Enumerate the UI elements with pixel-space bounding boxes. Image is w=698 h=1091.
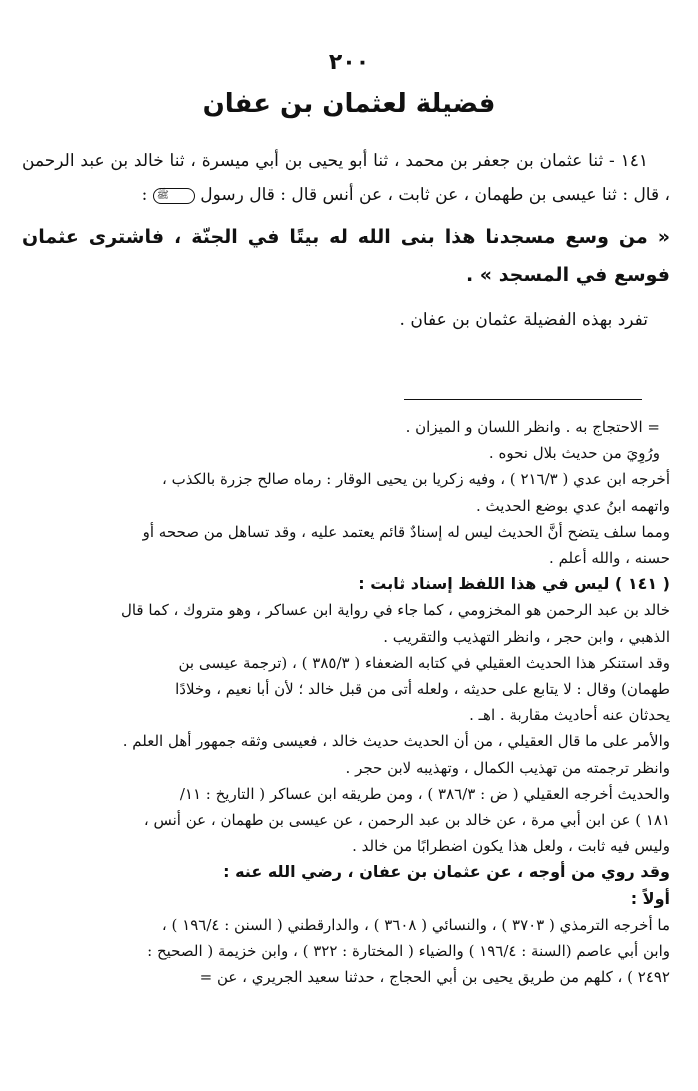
footnote-line: طهمان) وقال : لا يتابع على حديثه ، ولعله أتى من قبل خالد ؛ لأن أبا نعيم ، وخلادًا (175, 680, 670, 699)
footnote-line: ورُوِيَ من حديث بلال نحوه . (488, 444, 660, 463)
footnote-line: ١٨١ ) عن ابن أبي مرة ، عن خالد بن عبد الرحمن ، عن عيسى بن طهمان ، عن أنس ، (143, 811, 670, 830)
footnote-line: وقد استنكر هذا الحديث العقيلي في كتابه الضعفاء ( ٣٨٥/٣ ) ، (ترجمة عيسى بن (178, 653, 670, 672)
footnote-line: واتهمه ابنُ عدي بوضع الحديث . (476, 496, 670, 515)
footnote-line: وابن أبي عاصم (السنة : ١٩٦/٤ ) والضياء ( المختارة : ٣٢٢ ) ، وابن خزيمة ( الصحيح : (147, 942, 670, 961)
pbuh-seal-icon: ﷺ (153, 188, 195, 204)
footnote-line: والحديث أخرجه العقيلي ( ض : ٣٨٦/٣ ) ، ومن طريقه ابن عساكر ( التاريخ : ١١/ (179, 784, 670, 803)
hadith-body (22, 144, 670, 336)
hadith-note: تفرد بهذه الفضيلة عثمان بن عفان . (399, 310, 648, 330)
footnote-line: = الاحتجاج به . وانظر اللسان و الميزان . (405, 418, 660, 436)
footnote-line: ما أخرجه الترمذي ( ٣٧٠٣ ) ، والنسائي ( ٣٦٠٨ ) ، والدارقطني ( السنن : ١٩٦/٤ ) ، (161, 915, 670, 934)
page-number: ٢٠٠ (328, 50, 370, 75)
footnote-heading: أولاً : (630, 888, 670, 908)
hadith-isnad-end: : (141, 185, 153, 205)
footnote-line: والأمر على ما قال العقيلي ، من أن الحديث حديث خالد ، فعيسى وثقه جمهور أهل العلم . (122, 732, 670, 751)
footnote-line: الذهبي ، وابن حجر ، وانظر التهذيب والتقريب . (383, 627, 670, 646)
footnote-line: ٢٤٩٢ ) ، كلهم من طريق يحيى بن أبي الحجاج ، حدثنا سعيد الجريري ، عن = (199, 968, 670, 987)
hadith-matn: « من وسع مسجدنا هذا بنى الله له بيتًا في الجنّة ، فاشترى عثمان فوسع في المسجد » . (22, 226, 670, 286)
footnote-line: يحدثان عنه أحاديث مقاربة . اهـ . (469, 706, 670, 725)
hadith-isnad (22, 144, 670, 212)
hadith-isnad-text: ١٤١ - ثنا عثمان بن جعفر بن محمد ، ثنا أبو يحيى بن أبي ميسرة ، ثنا خالد بن عبد الرحمن ، قال : ثنا عيسى بن طهمان ، عن ثابت ، عن أنس قال : قال رسول (22, 151, 670, 205)
footnote-line: خالد بن عبد الرحمن هو المخزومي ، كما جاء في رواية ابن عساكر ، وهو متروك ، كما قال (120, 601, 670, 620)
page-header (0, 48, 698, 122)
footnote-line: وانظر ترجمته من تهذيب الكمال ، وتهذيبه لابن حجر . (345, 758, 670, 777)
footnote-heading: وقد روي من أوجه ، عن عثمان بن عفان ، رضي الله عنه : (223, 862, 670, 882)
footnote-line: حسنه ، والله أعلم . (549, 549, 670, 568)
footnotes (22, 414, 670, 990)
footnote-line: ومما سلف يتضح أنَّ الحديث ليس له إسنادٌ قائم يعتمد عليه ، وقد تساهل من صححه أو (142, 522, 670, 541)
footnote-divider (404, 399, 642, 400)
footnote-heading: ( ١٤١ ) ليس في هذا اللفظ إسناد ثابت : (358, 574, 670, 594)
footnote-line: وليس فيه ثابت ، ولعل هذا يكون اضطرابًا من خالد . (352, 837, 670, 856)
footnote-line: أخرجه ابن عدي ( ٢١٦/٣ ) ، وفيه زكريا بن يحيى الوقار : رماه صالح جزرة بالكذب ، (162, 470, 670, 489)
chapter-title: فضيلة لعثمان بن عفان (202, 89, 496, 119)
